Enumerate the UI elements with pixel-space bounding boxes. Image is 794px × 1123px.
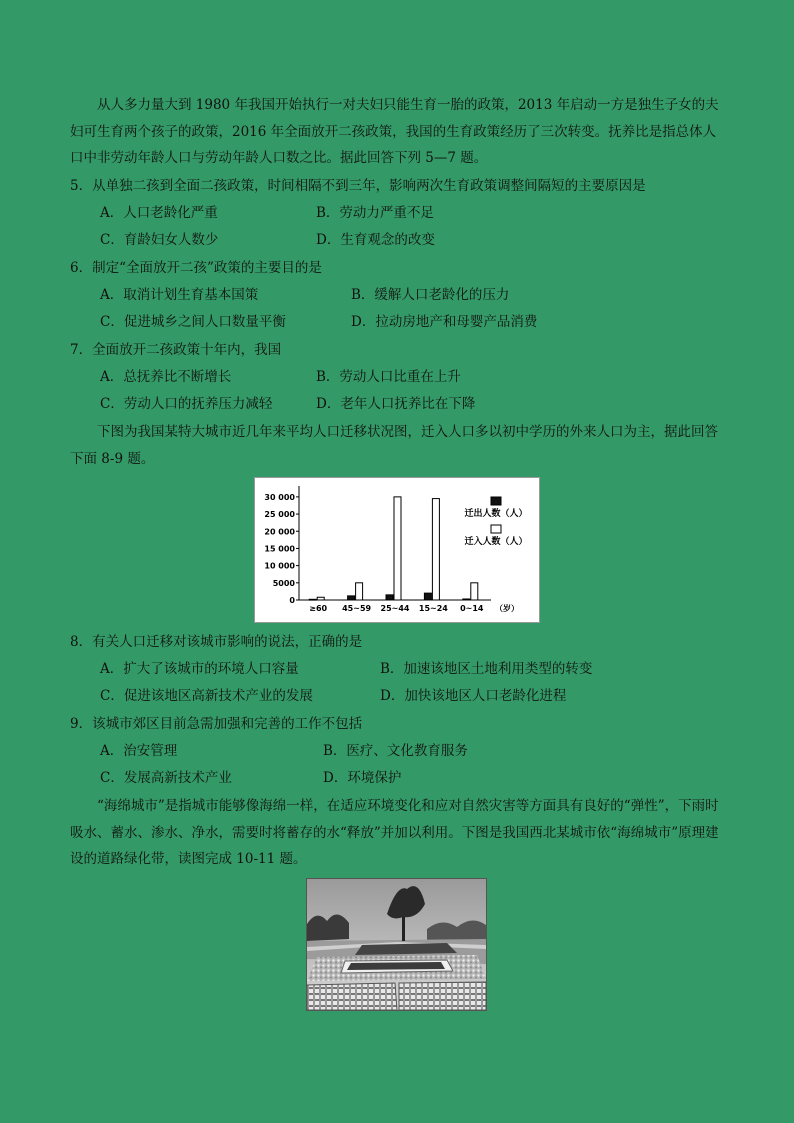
y-tick-label: 5000: [272, 578, 295, 588]
bar-in: [356, 583, 363, 600]
bar-out: [463, 599, 470, 600]
migration-chart-svg: [255, 478, 539, 622]
x-tick-label: 45~59: [342, 604, 372, 613]
x-tick-label: 15~24: [418, 604, 448, 613]
migration-chart: [254, 477, 540, 623]
q8-option-d: D．加快该地区人口老龄化进程: [380, 688, 567, 704]
q9-option-b: B．医疗、文化教育服务: [323, 743, 468, 759]
x-tick-label: ≥60: [309, 604, 328, 613]
legend-label: 迁出人数（人）: [464, 509, 528, 519]
y-tick-label: 30 000: [264, 492, 295, 502]
legend-swatch: [491, 497, 501, 505]
q9-option-d: D．环境保护: [323, 770, 402, 786]
intro-paragraph-3: “海绵城市”是指城市能够像海绵一样，在适应环境变化和应对自然灾害等方面具有良好的“弹性”，下雨时吸水、蓄水、渗水、净水，需要时将蓄存的水“释放”并加以利用。下图是我国西北某城市依“海绵城市”原理建设的道路绿化带，读图完成 10-11 题。: [70, 798, 719, 867]
bar-out: [348, 596, 355, 600]
intro-paragraph-1: 从人多力量大到 1980 年我国开始执行一对夫妇只能生育一胎的政策，2013 年启动一方是独生子女的夫妇可生育两个孩子的政策，2016 年全面放开二孩政策，我国的生育政策经历了三次转变。抚养比是指总体人口中非劳动年龄人口与劳动年龄人口数之比。据此回答下列 5—7 题。: [70, 97, 719, 166]
question-7-stem: 7．全面放开二孩政策十年内，我国: [70, 342, 282, 358]
intro-paragraph-2: 下图为我国某特大城市近几年来平均人口迁移状况图，迁入人口多以初中学历的外来人口为主，据此回答下面 8-9 题。: [70, 424, 718, 467]
question-5-stem: 5．从单独二孩到全面二孩政策，时间相隔不到三年，影响两次生育政策调整间隔短的主要原因是: [70, 178, 646, 194]
q7-option-d: D．老年人口抚养比在下降: [316, 396, 476, 412]
question-9-stem: 9．该城市郊区目前急需加强和完善的工作不包括: [70, 716, 363, 732]
bar-in: [471, 583, 478, 600]
q5-option-d: D．生育观念的改变: [316, 232, 435, 248]
y-tick-label: 15 000: [264, 544, 295, 554]
q9-option-a: A．治安管理: [100, 743, 178, 759]
bar-out: [424, 593, 431, 600]
q7-option-a: A．总抚养比不断增长: [100, 369, 232, 385]
y-tick-label: 0: [289, 596, 295, 605]
question-8-stem: 8．有关人口迁移对该城市影响的说法，正确的是: [70, 634, 363, 650]
q5-option-c: C．育龄妇女人数少: [100, 232, 219, 248]
bar-out: [386, 595, 393, 600]
q7-option-b: B．劳动人口比重在上升: [316, 369, 461, 385]
q8-option-c: C．促进该地区高新技术产业的发展: [100, 688, 313, 704]
y-tick-label: 20 000: [264, 527, 295, 537]
q5-option-a: A．人口老龄化严重: [100, 205, 218, 221]
y-tick-label: 25 000: [264, 510, 295, 520]
y-tick-label: 10 000: [264, 561, 295, 571]
sponge-city-green-belt-photo: [306, 878, 487, 1011]
q7-option-c: C．劳动人口的抚养压力减轻: [100, 396, 273, 412]
q6-option-c: C．促进城乡之间人口数量平衡: [100, 314, 286, 330]
q6-option-a: A．取消计划生育基本国策: [100, 287, 259, 303]
q9-option-c: C．发展高新技术产业: [100, 770, 232, 786]
bar-in: [432, 499, 439, 600]
q5-option-b: B．劳动力严重不足: [316, 205, 434, 221]
bar-in: [394, 497, 401, 600]
legend-label: 迁入人数（人）: [464, 537, 528, 547]
x-tick-label: 25~44: [380, 604, 410, 613]
bar-in: [317, 597, 324, 600]
question-6-stem: 6．制定“全面放开二孩”政策的主要目的是: [70, 260, 322, 276]
x-tick-label: 0~14: [460, 604, 484, 613]
q6-option-d: D．拉动房地产和母婴产品消费: [351, 314, 538, 330]
bar-out: [309, 599, 316, 600]
x-unit-label: （岁）: [495, 604, 519, 613]
legend-swatch: [491, 525, 501, 533]
q6-option-b: B．缓解人口老龄化的压力: [351, 287, 510, 303]
q8-option-b: B．加速该地区土地利用类型的转变: [380, 661, 593, 677]
q8-option-a: A．扩大了该城市的环境人口容量: [100, 661, 299, 677]
